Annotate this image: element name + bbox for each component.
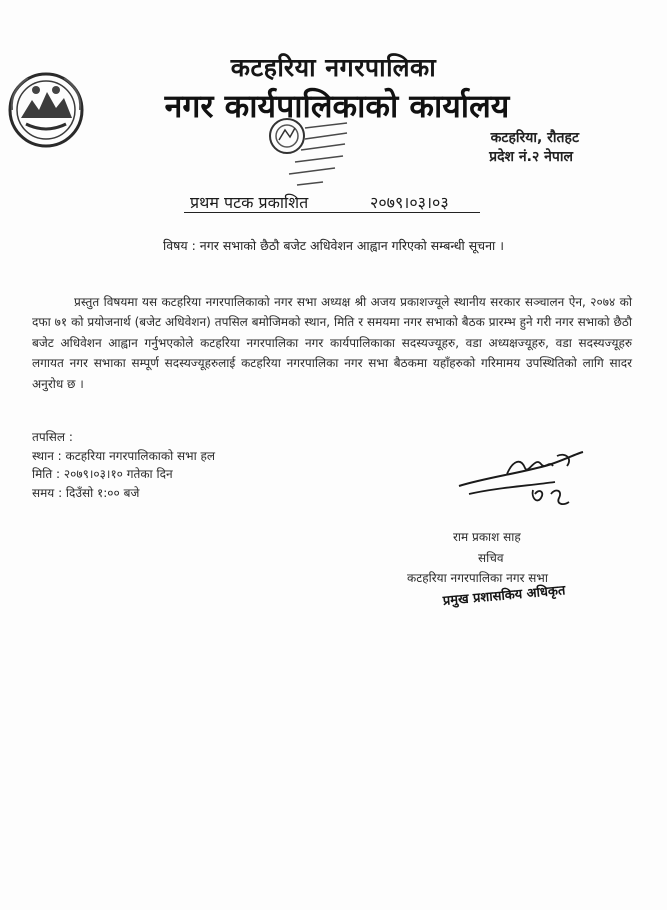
details-date: मिति : २०७९।०३।१० गतेका दिन xyxy=(32,467,173,481)
signatory-organization: कटहरिया नगरपालिका नगर सभा xyxy=(407,571,548,585)
signatory-name: राम प्रकाश साह xyxy=(453,530,521,544)
publication-date: २०७९।०३।०३ xyxy=(370,193,449,212)
notice-subject: विषय : नगर सभाको छैठौ बजेट अधिवेशन आह्वान गरिएको सम्बन्धी सूचना । xyxy=(162,238,505,253)
notice-body: प्रस्तुत विषयमा यस कटहरिया नगरपालिकाको नगर सभा अध्यक्ष श्री अजय प्रकाशज्यूले स्थानीय सरकार सञ्चालन ऐन, २०७४ को दफा ७१ को प्रयोजनार्थ (बजेट अधिवेशन) तपसिल बमोजिमको स्थान, मिति र समयमा नगर सभाको बैठक प्रारम्भ हुने गरी नगर सभाको छैठौ बजेट अधिवेशन आह्वान गर्नुभएकोले कटहरिया नगरपालिका नगर कार्यपालिकाका सदस्यज्यूहरु, वडा अध्यक्षज्यूहरु, वडा सदस्यज्यूहरु लगायत नगर सभाका सम्पूर्ण सदस्यज्यूहरुलाई कटहरिया नगरपालिका नगर सभा बैठकमा यहाँहरुको गरिमामय उपस्थितिको लागि सादर अनुरोध छ । xyxy=(32,295,632,391)
details-venue: स्थान : कटहरिया नगरपालिकाको सभा हल xyxy=(32,448,216,463)
province: प्रदेश नं.२ नेपाल xyxy=(489,149,573,165)
publication-line xyxy=(184,191,480,213)
details-list xyxy=(32,428,215,502)
cao-title-stamp: प्रमुख प्रशासकिय अधिकृत xyxy=(442,583,566,609)
details-heading: तपसिल : xyxy=(32,430,73,444)
publication-label: प्रथम पटक प्रकाशित xyxy=(190,193,309,212)
signatory-role: सचिव xyxy=(478,551,504,565)
office-title: नगर कार्यपालिकाको कार्यालय xyxy=(164,87,510,125)
municipality-name: कटहरिया नगरपालिका xyxy=(230,53,437,82)
signature-icon xyxy=(455,444,590,516)
office-stamp-icon xyxy=(255,110,355,192)
details-time: समय : दिउँसो १:०० बजे xyxy=(32,485,140,500)
office-location: कटहरिया, रौतहट xyxy=(490,130,579,146)
